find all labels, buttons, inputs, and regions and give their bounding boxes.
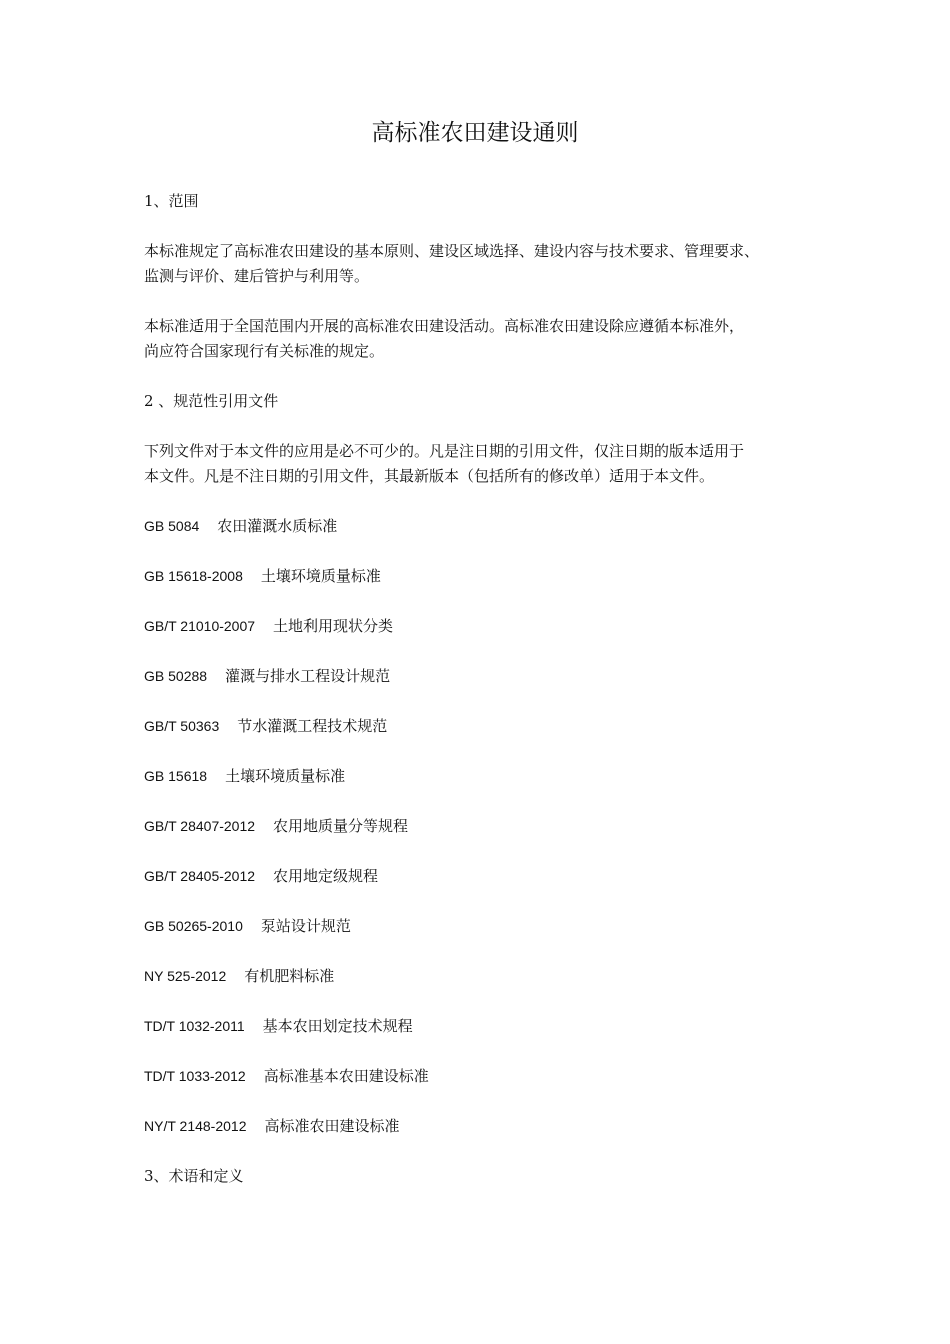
- reference-name: 高标准基本农田建设标准: [263, 1067, 429, 1085]
- reference-item: [144, 1114, 810, 1139]
- reference-name: 基本农田划定技术规程: [262, 1017, 413, 1035]
- references-intro-line-1: 下列文件对于本文件的应用是必不可少的。凡是注日期的引用文件，仅注日期的版本适用于: [144, 442, 745, 460]
- reference-item: [144, 914, 810, 939]
- reference-code: GB 50265-2010: [144, 918, 243, 934]
- scope-paragraph-1-line-1: 本标准规定了高标准农田建设的基本原则、建设区域选择、建设内容与技术要求、管理要求、: [144, 242, 760, 260]
- section-2-heading: 2 、规范性引用文件: [144, 392, 279, 410]
- reference-name: 节水灌溉工程技术规范: [237, 717, 388, 735]
- reference-code: GB/T 21010-2007: [144, 618, 256, 634]
- reference-name: 土地利用现状分类: [273, 617, 394, 635]
- reference-name: 高标准农田建设标准: [264, 1117, 400, 1135]
- reference-name: 农田灌溉水质标准: [217, 517, 338, 535]
- reference-code: GB 50288: [144, 668, 208, 684]
- reference-name: 土壤环境质量标准: [225, 767, 346, 785]
- reference-item: [144, 714, 810, 739]
- reference-item: [144, 1064, 810, 1089]
- reference-code: NY 525-2012: [144, 968, 227, 984]
- reference-item: [144, 514, 810, 539]
- reference-name: 泵站设计规范: [260, 917, 351, 935]
- reference-code: GB/T 28407-2012: [144, 818, 256, 834]
- reference-item: [144, 1014, 810, 1039]
- scope-paragraph-2-line-1: 本标准适用于全国范围内开展的高标准农田建设活动。高标准农田建设除应遵循本标准外，: [144, 317, 745, 335]
- reference-item: [144, 564, 810, 589]
- reference-code: GB/T 28405-2012: [144, 868, 256, 884]
- reference-code: NY/T 2148-2012: [144, 1118, 247, 1134]
- reference-code: TD/T 1033-2012: [144, 1068, 246, 1084]
- reference-item: [144, 764, 810, 789]
- reference-name: 有机肥料标准: [244, 967, 335, 985]
- reference-name: 农用地质量分等规程: [273, 817, 409, 835]
- document-body: [144, 189, 810, 1189]
- reference-code: GB 15618: [144, 768, 208, 784]
- reference-code: GB/T 50363: [144, 718, 220, 734]
- scope-paragraph-2-line-2: 尚应符合国家现行有关标准的规定。: [144, 342, 385, 360]
- reference-item: [144, 864, 810, 889]
- reference-item: [144, 614, 810, 639]
- section-1-heading: 1、范围: [144, 192, 199, 210]
- reference-item: [144, 814, 810, 839]
- reference-item: [144, 964, 810, 989]
- scope-paragraph-1-line-2: 监测与评价、建后管护与利用等。: [144, 267, 370, 285]
- references-intro-line-2: 本文件。凡是不注日期的引用文件，其最新版本（包括所有的修改单）适用于本文件。: [144, 467, 715, 485]
- reference-code: GB 15618-2008: [144, 568, 243, 584]
- reference-code: GB 5084: [144, 518, 200, 534]
- reference-list: [144, 514, 810, 1164]
- section-3-heading: 3、术语和定义: [144, 1167, 244, 1185]
- reference-name: 农用地定级规程: [273, 867, 379, 885]
- document-title: 高标准农田建设通则: [371, 120, 579, 146]
- reference-code: TD/T 1032-2011: [144, 1018, 245, 1034]
- reference-name: 土壤环境质量标准: [260, 567, 381, 585]
- reference-name: 灌溉与排水工程设计规范: [225, 667, 391, 685]
- reference-item: [144, 664, 810, 689]
